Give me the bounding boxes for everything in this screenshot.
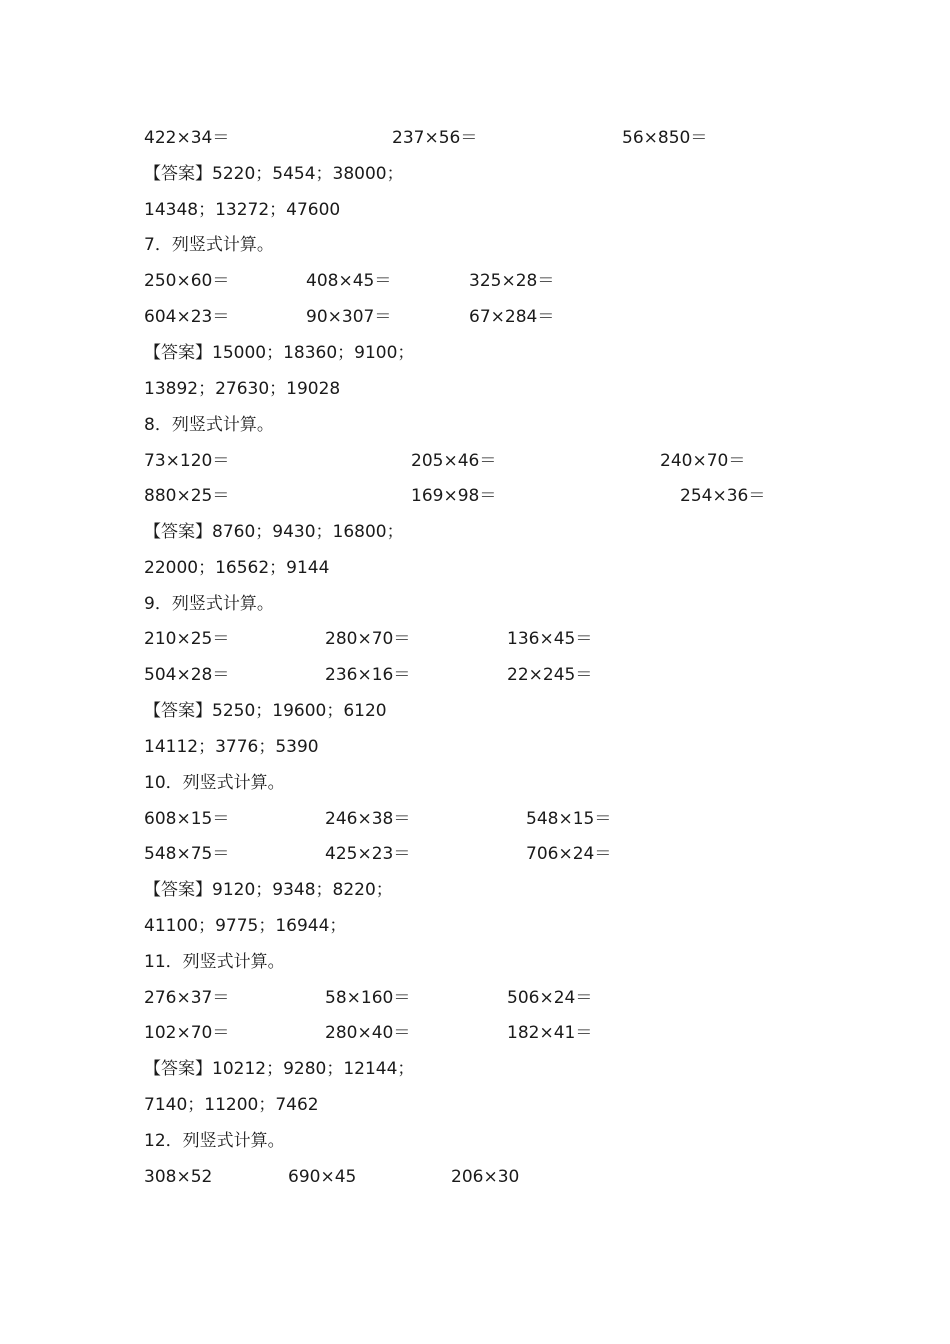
answer-text: 22000；16562；9144 — [144, 558, 330, 578]
answer-text: 7140；11200；7462 — [144, 1095, 319, 1115]
problem: 169×98＝ — [411, 486, 497, 506]
problem: 240×70＝ — [660, 451, 746, 471]
problem: 690×45 — [288, 1167, 357, 1187]
answer-label: 【答案】 — [144, 701, 212, 721]
problem: 210×25＝ — [144, 629, 230, 649]
problem-row — [0, 1018, 950, 1048]
answer-line — [0, 338, 950, 368]
answer-label: 【答案】 — [144, 164, 212, 184]
answer-line — [0, 159, 950, 189]
answer-text: 15000；18360；9100； — [212, 343, 415, 363]
answer-line — [0, 1090, 950, 1120]
problem: 73×120＝ — [144, 451, 230, 471]
problem-row — [0, 839, 950, 869]
problem: 206×30 — [451, 1167, 520, 1187]
problem: 280×40＝ — [325, 1023, 411, 1043]
answer-text: 5250；19600；6120 — [212, 701, 387, 721]
problem-row — [0, 804, 950, 834]
question-title: 7．列竖式计算。 — [144, 235, 274, 255]
problem: 425×23＝ — [325, 844, 411, 864]
problem-row — [0, 983, 950, 1013]
answer-text: 9120；9348；8220； — [212, 880, 393, 900]
problem: 325×28＝ — [469, 271, 555, 291]
answer-line — [0, 517, 950, 547]
problem: 254×36＝ — [680, 486, 766, 506]
answer-label: 【答案】 — [144, 1059, 212, 1079]
problem: 422×34＝ — [144, 128, 230, 148]
problem: 250×60＝ — [144, 271, 230, 291]
answer-line — [0, 696, 950, 726]
problem: 102×70＝ — [144, 1023, 230, 1043]
problem-row — [0, 302, 950, 332]
problem-row — [0, 660, 950, 690]
question-title: 12．列竖式计算。 — [144, 1131, 285, 1151]
problem-row — [0, 123, 950, 153]
problem: 548×15＝ — [526, 809, 612, 829]
problem: 205×46＝ — [411, 451, 497, 471]
problem: 880×25＝ — [144, 486, 230, 506]
answer-label: 【答案】 — [144, 522, 212, 542]
problem: 136×45＝ — [507, 629, 593, 649]
question-title: 11．列竖式计算。 — [144, 952, 285, 972]
problem: 90×307＝ — [306, 307, 392, 327]
problem: 504×28＝ — [144, 665, 230, 685]
problem: 308×52 — [144, 1167, 213, 1187]
problem: 706×24＝ — [526, 844, 612, 864]
problem-row — [0, 481, 950, 511]
problem: 56×850＝ — [622, 128, 708, 148]
problem: 276×37＝ — [144, 988, 230, 1008]
answer-line — [0, 195, 950, 225]
answer-text: 41100；9775；16944； — [144, 916, 347, 936]
problem: 58×160＝ — [325, 988, 411, 1008]
answer-text: 10212；9280；12144； — [212, 1059, 415, 1079]
problem: 506×24＝ — [507, 988, 593, 1008]
problem: 67×284＝ — [469, 307, 555, 327]
answer-text: 8760；9430；16800； — [212, 522, 404, 542]
question-title: 9．列竖式计算。 — [144, 594, 274, 614]
problem-row — [0, 624, 950, 654]
answer-text: 5220；5454；38000； — [212, 164, 404, 184]
answer-text: 13892；27630；19028 — [144, 379, 341, 399]
question-title: 10．列竖式计算。 — [144, 773, 285, 793]
problem: 548×75＝ — [144, 844, 230, 864]
problem: 236×16＝ — [325, 665, 411, 685]
problem: 22×245＝ — [507, 665, 593, 685]
answer-line — [0, 374, 950, 404]
problem-row — [0, 266, 950, 296]
problem: 182×41＝ — [507, 1023, 593, 1043]
problem-row — [0, 446, 950, 476]
problem: 246×38＝ — [325, 809, 411, 829]
answer-text: 14112；3776；5390 — [144, 737, 319, 757]
problem: 237×56＝ — [392, 128, 478, 148]
answer-line — [0, 732, 950, 762]
answer-text: 14348；13272；47600 — [144, 200, 341, 220]
problem: 608×15＝ — [144, 809, 230, 829]
answer-line — [0, 553, 950, 583]
answer-label: 【答案】 — [144, 343, 212, 363]
answer-line — [0, 1054, 950, 1084]
problem: 280×70＝ — [325, 629, 411, 649]
answer-line — [0, 911, 950, 941]
answer-line — [0, 875, 950, 905]
question-title: 8．列竖式计算。 — [144, 415, 274, 435]
answer-label: 【答案】 — [144, 880, 212, 900]
problem: 604×23＝ — [144, 307, 230, 327]
problem: 408×45＝ — [306, 271, 392, 291]
problem-row — [0, 1162, 950, 1192]
